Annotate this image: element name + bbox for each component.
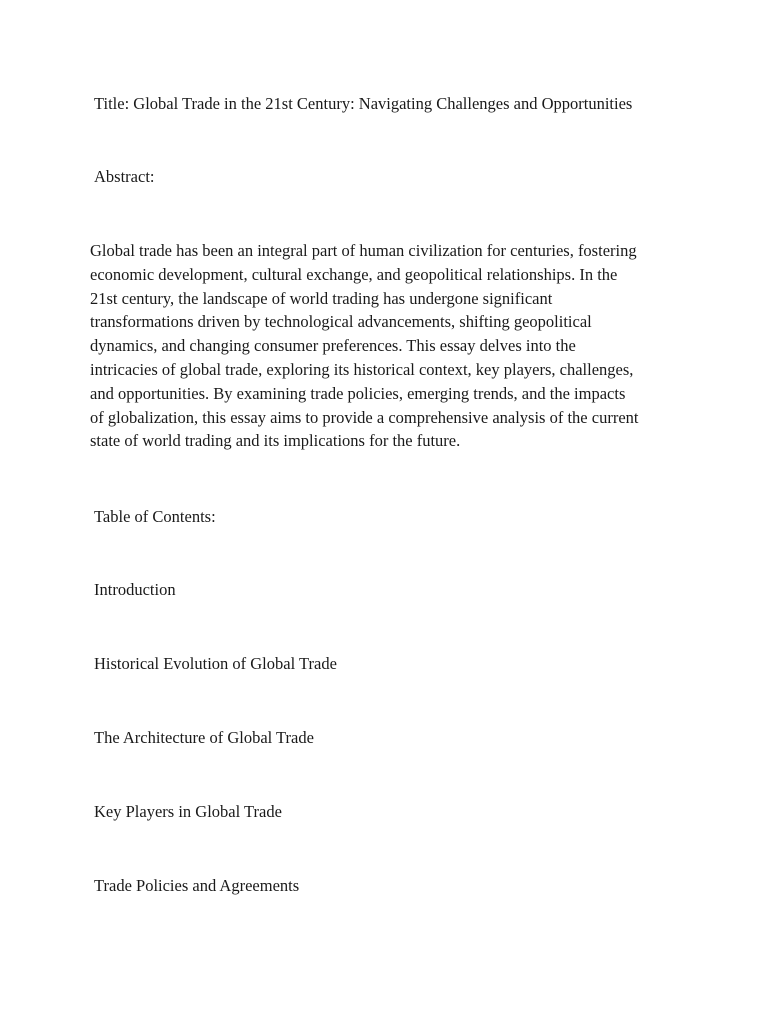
toc-item: Historical Evolution of Global Trade [94, 654, 337, 673]
toc-item: Key Players in Global Trade [94, 802, 282, 821]
toc-list [94, 578, 337, 948]
toc-item: Trade Policies and Agreements [94, 876, 300, 895]
abstract-heading: Abstract: [94, 167, 155, 186]
abstract-body [90, 239, 690, 453]
abstract-line: 21st century, the landscape of world trading has undergone significant [90, 288, 553, 308]
abstract-line: state of world trading and its implications for the future. [90, 431, 461, 451]
toc-item: The Architecture of Global Trade [94, 728, 314, 747]
abstract-line: Global trade has been an integral part of human civilization for centuries, fostering [90, 241, 637, 260]
abstract-line: transformations driven by technological advancements, shifting geopolitical [90, 312, 592, 332]
abstract-line: intricacies of global trade, exploring its historical context, key players, challenges, [90, 359, 634, 379]
abstract-line: dynamics, and changing consumer preferences. This essay delves into the [90, 336, 576, 356]
abstract-line: economic development, cultural exchange, and geopolitical relationships. In the [90, 264, 618, 284]
toc-item: Introduction [94, 580, 176, 599]
toc-heading: Table of Contents: [94, 507, 216, 526]
abstract-line: of globalization, this essay aims to provide a comprehensive analysis of the current [90, 407, 639, 427]
document-title: Title: Global Trade in the 21st Century: Navigating Challenges and Opportunities [94, 94, 633, 113]
abstract-line: and opportunities. By examining trade policies, emerging trends, and the impacts [90, 383, 626, 403]
